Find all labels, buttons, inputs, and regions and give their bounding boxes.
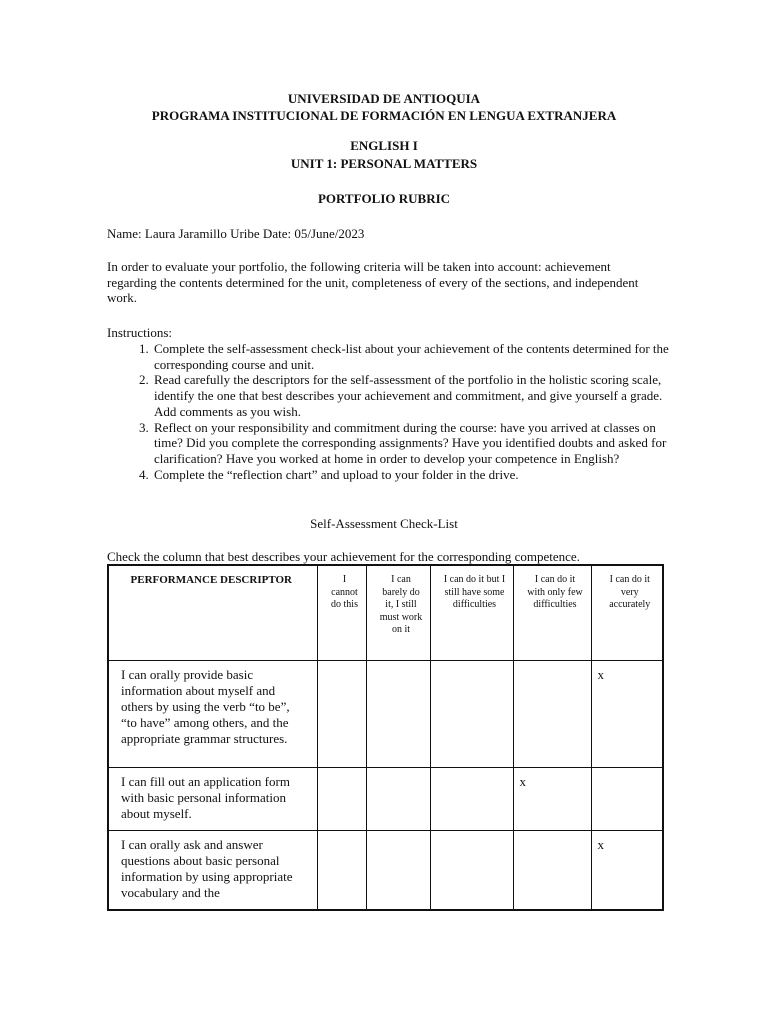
check-cell[interactable] <box>317 831 366 911</box>
column-header-very-accurately: I can do it very accurately <box>591 565 663 661</box>
document-title: PORTFOLIO RUBRIC <box>317 191 451 206</box>
instruction-item: 4. Complete the “reflection chart” and upload to your folder in the drive. <box>152 467 677 483</box>
check-cell[interactable] <box>513 661 591 768</box>
check-cell[interactable]: x <box>591 661 663 768</box>
column-header-some-difficulties: I can do it but I still have some difficulties <box>430 565 513 661</box>
check-cell[interactable]: x <box>591 831 663 911</box>
course-header <box>0 138 768 174</box>
check-cell[interactable] <box>366 768 430 831</box>
program-name: PROGRAMA INSTITUCIONAL DE FORMACIÓN EN LENGUA EXTRANJERA <box>151 108 617 123</box>
student-name-date: Name: Laura Jaramillo Uribe Date: 05/June/2023 <box>107 226 365 241</box>
self-assessment-table <box>107 564 664 911</box>
checklist-instruction: Check the column that best describes your achievement for the corresponding competence. <box>107 549 580 564</box>
column-header-few-difficulties: I can do it with only few difficulties <box>513 565 591 661</box>
instruction-item: 3. Reflect on your responsibility and commitment during the course: have you arrived at classes on time? Did you complete the corresponding assignments? Have you identified doubts and asked for clarification? Have you worked at home in order to develop your competence in English? <box>152 420 677 467</box>
instructions-list <box>130 341 677 482</box>
course-name: ENGLISH I <box>350 138 418 153</box>
table-header-row <box>108 565 663 661</box>
instruction-item: 1. Complete the self-assessment check-list about your achievement of the contents determined for the corresponding course and unit. <box>152 341 677 372</box>
unit-name: UNIT 1: PERSONAL MATTERS <box>290 156 478 171</box>
table-row <box>108 768 663 831</box>
check-cell[interactable]: x <box>513 768 591 831</box>
descriptor-cell: I can fill out an application form with basic personal information about myself. <box>108 768 317 831</box>
column-header-barely: I can barely do it, I still must work on it <box>366 565 430 661</box>
institution-header <box>0 91 768 125</box>
check-cell[interactable] <box>430 831 513 911</box>
check-cell[interactable] <box>366 661 430 768</box>
check-cell[interactable] <box>430 661 513 768</box>
check-cell[interactable] <box>430 768 513 831</box>
check-cell[interactable] <box>317 661 366 768</box>
column-header-cannot: I cannot do this <box>317 565 366 661</box>
instruction-item: 2. Read carefully the descriptors for the self-assessment of the portfolio in the holistic scoring scale, identify the one that best describes your achievement and commitment, and give yourself a grade. Add comments as you wish. <box>152 372 677 419</box>
descriptor-cell: I can orally provide basic information about myself and others by using the verb “to be”, “to have” among others, and the appropriate grammar structures. <box>108 661 317 768</box>
table-row <box>108 831 663 911</box>
instructions-title: Instructions: <box>107 325 172 340</box>
check-cell[interactable] <box>317 768 366 831</box>
intro-paragraph: In order to evaluate your portfolio, the following criteria will be taken into account: achievement regarding the contents determined for the unit, completeness of every of the sections, and independent work. <box>107 259 639 305</box>
descriptor-cell: I can orally ask and answer questions about basic personal information by using appropriate vocabulary and the <box>108 831 317 911</box>
column-header-descriptor: PERFORMANCE DESCRIPTOR <box>108 565 317 661</box>
checklist-title: Self-Assessment Check-List <box>310 516 458 531</box>
check-cell[interactable] <box>366 831 430 911</box>
table-row <box>108 661 663 768</box>
university-name: UNIVERSIDAD DE ANTIOQUIA <box>287 91 481 106</box>
check-cell[interactable] <box>591 768 663 831</box>
check-cell[interactable] <box>513 831 591 911</box>
